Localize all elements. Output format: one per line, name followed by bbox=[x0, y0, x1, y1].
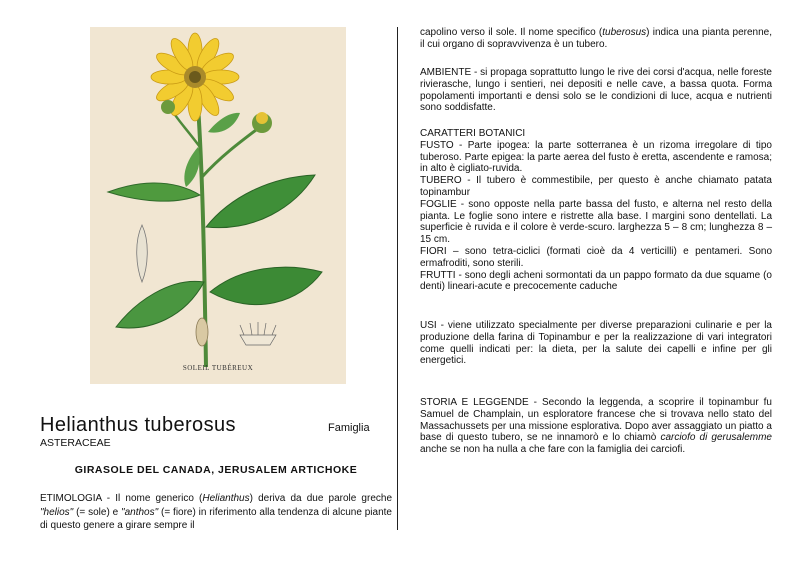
flower-bud-small bbox=[161, 100, 175, 114]
botanical-illustration bbox=[90, 27, 346, 384]
caratteri-botanici-section bbox=[420, 128, 772, 293]
storia-italic-name: carciofo di gerusalemme bbox=[660, 432, 772, 444]
ambiente-paragraph: AMBIENTE - si propaga soprattutto lungo le rive dei corsi d'acqua, nelle foreste rivierasche, lungo i sentieri, nei depositi e nelle cave, a bassa quota. Forma popolamenti importanti e densi solo se le condizioni di luce, acqua e nutrienti sono soddisfatte. bbox=[420, 67, 772, 114]
etimologia-text-4: (= fiore) in riferimento alla tendenza di alcune piante di questo genere a girare sempre il bbox=[40, 506, 392, 531]
foglie-paragraph: FOGLIE - sono opposte nella parte bassa del fusto, e alterna nel resto della pianta. Le foglie sono intere e ristrette alla base. I margini sono dentellati. La superficie è ruvida e il colore è verde-scuro. larghezza 5 – 8 cm; lunghezza 8 – 15 cm. bbox=[420, 198, 772, 246]
storia-text: STORIA E LEGGENDE - Secondo la leggenda, a scoprire il topinambur fu Samuel de Champlain, un esploratore francese che si trovava nello stato del Massachussets per una missione esplorativa. Dopo aver assaggiato un piatto a base di questo tubero, se ne innamorò e lo chiamò bbox=[420, 397, 772, 444]
storia-paragraph bbox=[420, 397, 772, 456]
species-name: Helianthus tuberosus bbox=[40, 414, 236, 436]
term-helios: "helios" bbox=[40, 506, 74, 518]
leaf-small bbox=[184, 147, 199, 187]
leaf-left-lower bbox=[116, 281, 204, 328]
genus-name: Helianthus bbox=[202, 493, 250, 504]
family-label: Famiglia bbox=[328, 422, 370, 434]
etimologia-text-3: (= sole) e bbox=[73, 506, 122, 518]
leaf-small-2 bbox=[208, 113, 240, 133]
continuation-text-2: ) indica una pianta perenne, il cui organo di sopravvivenza è un tubero. bbox=[420, 27, 772, 50]
common-names: GIRASOLE DEL CANADA, JERUSALEM ARTICHOKE bbox=[74, 464, 358, 476]
leaf-right-upper bbox=[206, 175, 315, 228]
plant-drawing bbox=[90, 27, 346, 384]
tubero-paragraph: TUBERO - Il tubero è commestibile, per questo è anche chiamato patata topinambur bbox=[420, 175, 772, 198]
term-anthos: "anthos" bbox=[121, 506, 159, 518]
etimologia-continuation bbox=[420, 27, 772, 51]
illustration-caption: SOLEIL TUBÉREUX bbox=[182, 364, 254, 372]
etimologia-text-2: ) deriva da due parole greche bbox=[249, 493, 393, 504]
leaf-right-lower bbox=[210, 267, 322, 304]
caratteri-heading: CARATTERI BOTANICI bbox=[420, 128, 526, 139]
continuation-text: capolino verso il sole. Il nome specifico ( bbox=[420, 27, 603, 38]
flower-bud bbox=[252, 112, 272, 133]
specific-epithet: tuberosus bbox=[602, 27, 647, 38]
seed-detail bbox=[137, 225, 148, 282]
fusto-paragraph: FUSTO - Parte ipogea: la parte sotterranea è un rizoma irregolare di tipo tuberoso. Parte epigea: la parte aerea del fusto è eretta, ascendente e ramosa; in alto è cigliato-ruvida. bbox=[420, 139, 772, 175]
species-header bbox=[40, 414, 380, 450]
etimologia-paragraph bbox=[40, 492, 392, 533]
tuber-detail bbox=[196, 318, 208, 346]
family-name: ASTERACEAE bbox=[40, 437, 111, 449]
column-divider bbox=[397, 27, 398, 530]
floret-detail bbox=[240, 322, 276, 345]
etimologia-text: ETIMOLOGIA - Il nome generico ( bbox=[40, 493, 203, 504]
frutti-paragraph: FRUTTI - sono degli acheni sormontati da un pappo formato da due squame (o denti) lineari-acute e precocemente caduche bbox=[420, 269, 772, 293]
storia-text-2: anche se non ha nulla a che fare con la famiglia dei carciofi. bbox=[420, 444, 686, 456]
side-branch bbox=[202, 127, 260, 177]
fiori-paragraph: FIORI – sono tetra-ciclici (formati cioè da 4 verticilli) e pentameri. Sono ermafroditi, sono sterili. bbox=[420, 245, 772, 269]
usi-paragraph: USI - viene utilizzato specialmente per diverse preparazioni culinarie e per la produzione della farina di Topinambur e per la realizzazione di vari integratori come quelli indicati per: la dieta, per la salute dei capelli e infine per gli energetici. bbox=[420, 320, 772, 367]
